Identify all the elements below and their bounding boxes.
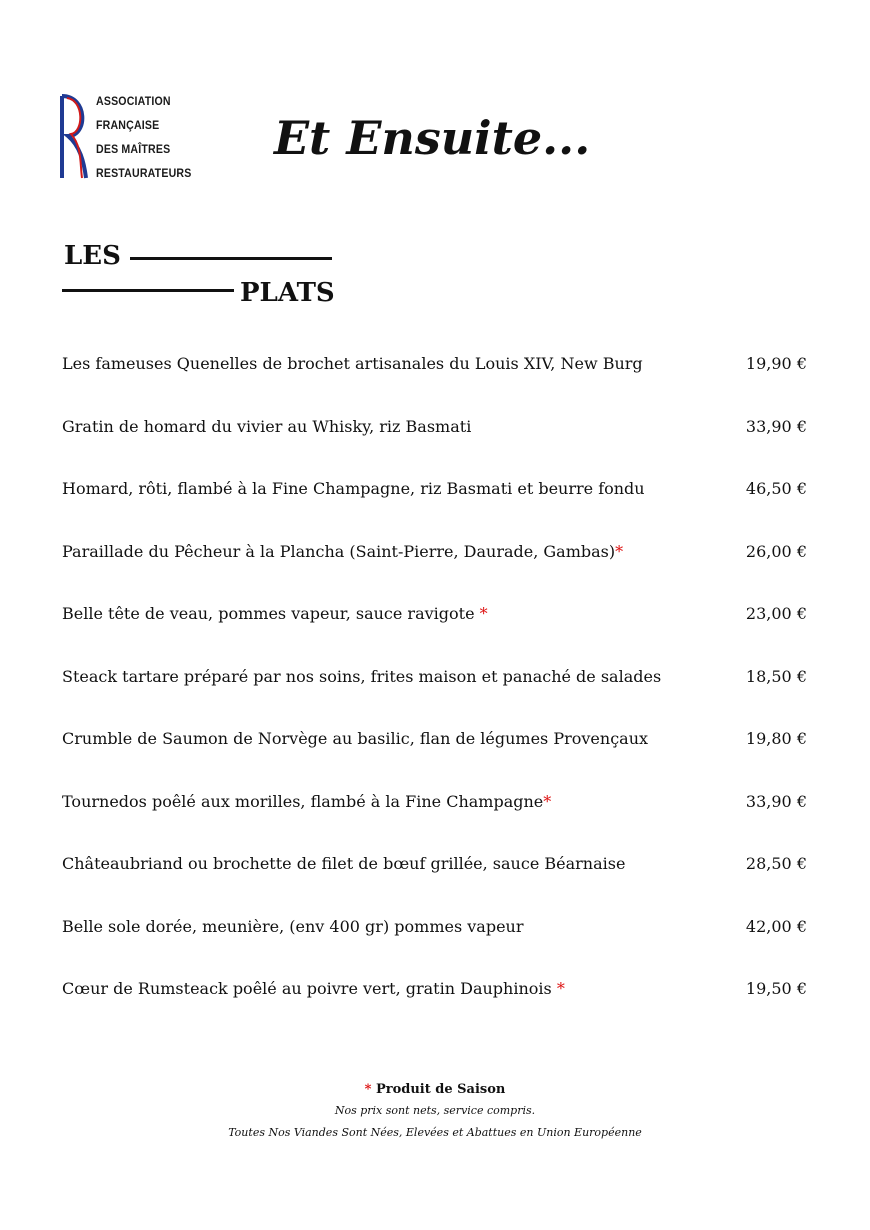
- meat-origin-note: Toutes Nos Viandes Sont Nées, Elevées et Abattues en Union Européenne: [228, 1126, 642, 1139]
- menu-item-price: 33,90 €: [745, 416, 807, 436]
- menu-item: [62, 911, 807, 974]
- logo-line: FRANÇAISE: [96, 120, 160, 132]
- section-heading-plats: PLATS: [240, 278, 335, 308]
- menu-item: [62, 411, 807, 474]
- menu-item-price: 19,50 €: [745, 979, 807, 998]
- season-star: *: [615, 541, 624, 561]
- logo-line: RESTAURATEURS: [96, 168, 192, 180]
- menu-item-name: Belle tête de veau, pommes vapeur, sauce ravigote *: [62, 604, 488, 623]
- season-label: Produit de Saison: [371, 1082, 506, 1097]
- maitres-restaurateurs-r-icon: [58, 92, 90, 180]
- logo-text: [96, 90, 191, 186]
- menu-list: [62, 348, 807, 1036]
- menu-item-price: 23,00 €: [745, 604, 807, 623]
- menu-item-name: Homard, rôti, flambé à la Fine Champagne, riz Basmati et beurre fondu: [62, 479, 645, 498]
- menu-item-name: Crumble de Saumon de Norvège au basilic, flan de légumes Provençaux: [62, 729, 649, 748]
- menu-item: [62, 848, 807, 911]
- season-star: *: [364, 1082, 372, 1097]
- menu-item-name: Steack tartare préparé par nos soins, frites maison et panaché de salades: [62, 666, 662, 686]
- menu-item: [62, 973, 807, 1036]
- menu-item: [62, 348, 807, 411]
- prices-note: Nos prix sont nets, service compris.: [334, 1104, 536, 1117]
- season-star: *: [543, 791, 552, 811]
- menu-item-price: 42,00 €: [745, 916, 807, 936]
- menu-item-name: Tournedos poêlé aux morilles, flambé à la Fine Champagne*: [62, 791, 552, 811]
- menu-item: [62, 661, 807, 724]
- menu-item: [62, 536, 807, 599]
- menu-item: [62, 473, 807, 536]
- menu-item-name: Châteaubriand ou brochette de filet de bœuf grillée, sauce Béarnaise: [62, 854, 626, 873]
- season-legend: [0, 1082, 870, 1097]
- menu-item-price: 33,90 €: [745, 791, 807, 811]
- menu-item: [62, 723, 807, 786]
- logo-line: DES MAÎTRES: [96, 144, 171, 156]
- menu-item-price: 46,50 €: [745, 479, 807, 498]
- menu-item-price: 19,90 €: [745, 354, 807, 373]
- menu-item: [62, 786, 807, 849]
- season-star: *: [556, 979, 565, 998]
- page-title: Et Ensuite...: [274, 111, 591, 165]
- section-divider-bottom: [62, 289, 234, 292]
- menu-item-price: 26,00 €: [745, 541, 807, 561]
- menu-item-name: Les fameuses Quenelles de brochet artisanales du Louis XIV, New Burg: [62, 354, 643, 373]
- section-heading-les: LES: [64, 241, 121, 271]
- menu-item-price: 19,80 €: [745, 729, 807, 748]
- menu-item-name: Paraillade du Pêcheur à la Plancha (Saint-Pierre, Daurade, Gambas)*: [62, 541, 624, 561]
- menu-item-price: 28,50 €: [745, 854, 807, 873]
- menu-item: [62, 598, 807, 661]
- association-logo: [58, 90, 208, 185]
- menu-item-name: Cœur de Rumsteack poêlé au poivre vert, gratin Dauphinois *: [62, 979, 565, 998]
- season-star: *: [479, 604, 488, 623]
- menu-item-price: 18,50 €: [745, 666, 807, 686]
- logo-line: ASSOCIATION: [96, 96, 171, 108]
- menu-item-name: Gratin de homard du vivier au Whisky, riz Basmati: [62, 416, 472, 436]
- section-divider-top: [130, 257, 332, 260]
- menu-item-name: Belle sole dorée, meunière, (env 400 gr) pommes vapeur: [62, 916, 524, 936]
